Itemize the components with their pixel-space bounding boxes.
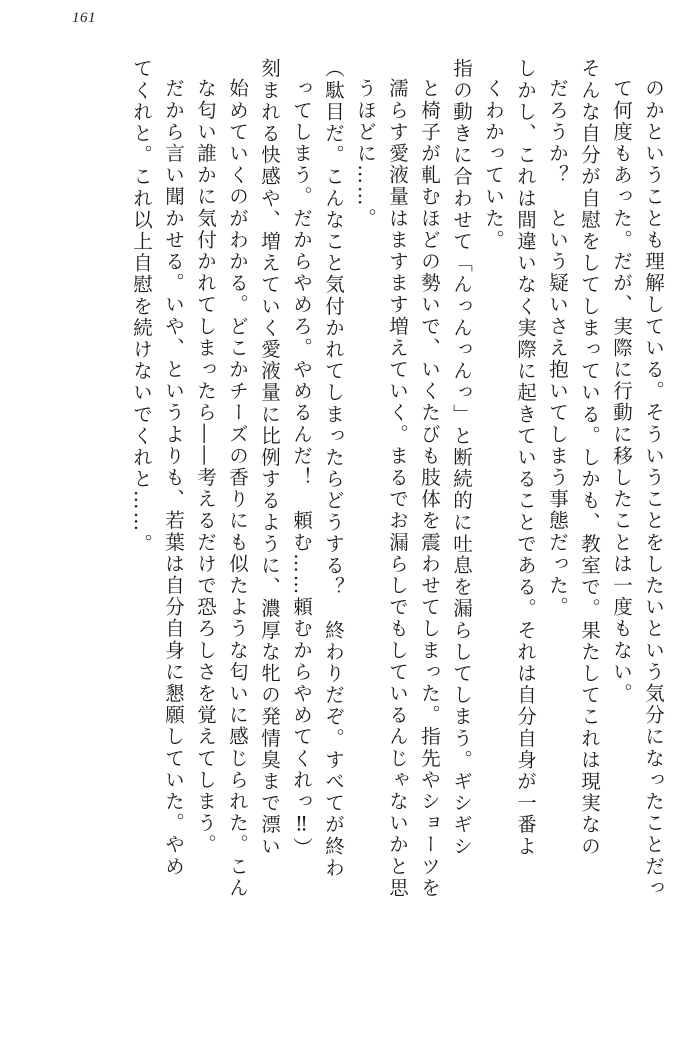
text-column: のかということも理解している。そういうことをしたいという気分になったことだっ	[642, 78, 665, 899]
text-column: うほどに……。	[354, 78, 377, 230]
page-number: 161	[72, 10, 96, 26]
text-column: だから言い聞かせる。いや、というよりも、若葉は自分自身に懇願していた。やめ	[162, 78, 185, 878]
text-column: 始めていくのがわかる。どこかチーズの香りにも似たような匂いに感じられた。こん	[226, 78, 249, 899]
text-column: そんな自分が自慰をしてしまっている。しかも、教室で。果たしてこれは現実なの	[578, 58, 601, 858]
text-column: な匂い誰かに気付かれてしまったら――考えるだけで恐ろしさを覚えてしまう。	[194, 78, 217, 856]
text-column: だろうか？ という疑いさえ抱いてしまう事態だった。	[546, 78, 569, 618]
text-column: ってしまう。だからやめろ。やめるんだ！ 頼む……頼むからやめてくれっ‼）	[290, 78, 313, 860]
text-column: と椅子が軋むほどの勢いで、いくたびも肢体を震わせてしまった。指先やショーツを	[418, 78, 441, 899]
text-column: 刻まれる快感や、増えていく愛液量に比例するように、濃厚な牝の発情臭まで漂い	[258, 58, 281, 858]
text-column: て何度もあった。だが、実際に行動に移したことは一度もない。	[610, 78, 633, 705]
text-column: 濡らす愛液量はますます増えていく。まるでお漏らしでもしているんじゃないかと思	[386, 78, 409, 899]
text-column: てくれと。これ以上自慰を続けないでくれと……。	[130, 58, 153, 555]
text-column: くわかっていた。	[482, 78, 505, 251]
vertical-text-block	[36, 58, 663, 1008]
text-column: しかし、これは間違いなく実際に起きていることである。それは自分自身が一番よ	[514, 58, 537, 858]
text-column: （駄目だ。こんなこと気付かれてしまったらどうする？ 終わりだぞ。すべてが終わ	[322, 58, 345, 879]
text-column: 指の動きに合わせて「んっんっんっ」と断続的に吐息を漏らしてしまう。ギシギシ	[450, 58, 473, 858]
